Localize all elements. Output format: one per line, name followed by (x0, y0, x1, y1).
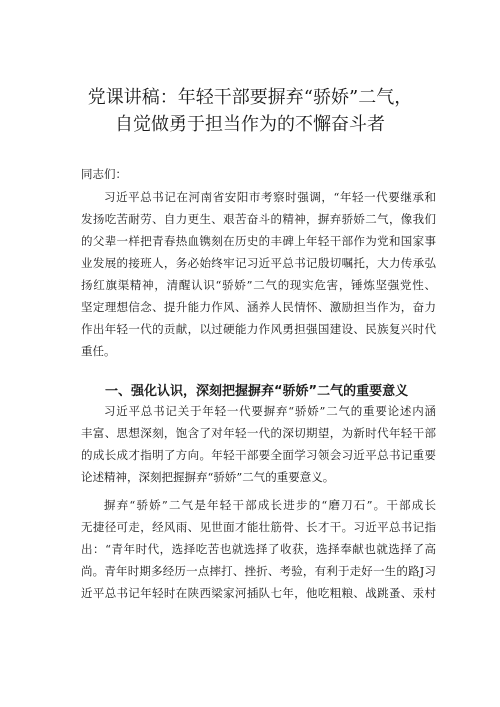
paragraph-line: 习近平总书记关于年轻一代要摒弃“骄娇”二气的重要论述内涵 (104, 404, 436, 418)
title-line-1: 党课讲稿：年轻干部要摒弃“骄娇”二气， (87, 87, 413, 108)
paragraph-line: 摒弃“骄娇”二气是年轻干部成长进步的“磨刀石”。干部成长 (104, 498, 436, 512)
paragraph-line: 丰富、思想深刻，饱含了对年轻一代的深切期望，为新时代年轻干部 (81, 426, 436, 440)
paragraph-line: 近平总书记年轻时在陕西梁家河插队七年，他吃粗粮、战跳蚤、汞村 (81, 586, 436, 600)
paragraph-intro (81, 186, 436, 362)
paragraph-line: 出：“青年时代，选择吃苦也就选择了收获，选择奉献也就选择了高 (81, 542, 436, 556)
paragraph-whetstone (81, 494, 436, 604)
section-heading: 一、强化认识，深刻把握摒弃“骄娇”二气的重要意义 (105, 384, 409, 399)
paragraph-line: 业发展的接班人，务必始终牢记习近平总书记殷切嘱托，大力传承弘 (81, 256, 436, 270)
paragraph-line: 坚定理想信念、提升能力作风、涵养人民情怀、激励担当作为，奋力 (81, 300, 436, 314)
paragraph-line: 的成长成才指明了方向。年轻干部要全面学习领会习近平总书记重要 (81, 448, 436, 462)
paragraph-line: 的父辈一样把青春热血镌刻在历史的丰碑上年轻干部作为党和国家事 (81, 234, 436, 248)
paragraph-line: 尚。青年时期多经历一点摔打、挫折、考验，有利于走好一生的路J习 (81, 564, 436, 578)
paragraph-line: 扬红旗渠精神，清醒认识“骄娇”二气的现实危害，锤炼坚强党性、 (81, 278, 436, 292)
paragraph-significance (81, 400, 436, 488)
paragraph-line: 无捷径可走，经风雨、见世面才能壮筋骨、长才干。习近平总书记指 (81, 520, 436, 534)
paragraph-line: 作出年轻一代的贡献，以过硬能力作风勇担强国建设、民族复兴时代 (81, 322, 436, 336)
document-title (60, 84, 440, 138)
paragraph-line: 习近平总书记在河南省安阳市考察时强调，“年轻一代要继承和 (104, 190, 436, 204)
paragraph-line: 发扬吃苦耐劳、自力更生、艰苦奋斗的精神，摒弃骄娇二气，像我们 (81, 212, 436, 226)
title-line-2: 自觉做勇于担当作为的不懈奋斗者 (115, 114, 385, 135)
salutation: 同志们： (81, 167, 127, 181)
paragraph-line: 论述精神，深刻把握摒弃“骄娇”二气的重要意义。 (81, 470, 335, 484)
paragraph-line: 重任。 (81, 344, 116, 358)
